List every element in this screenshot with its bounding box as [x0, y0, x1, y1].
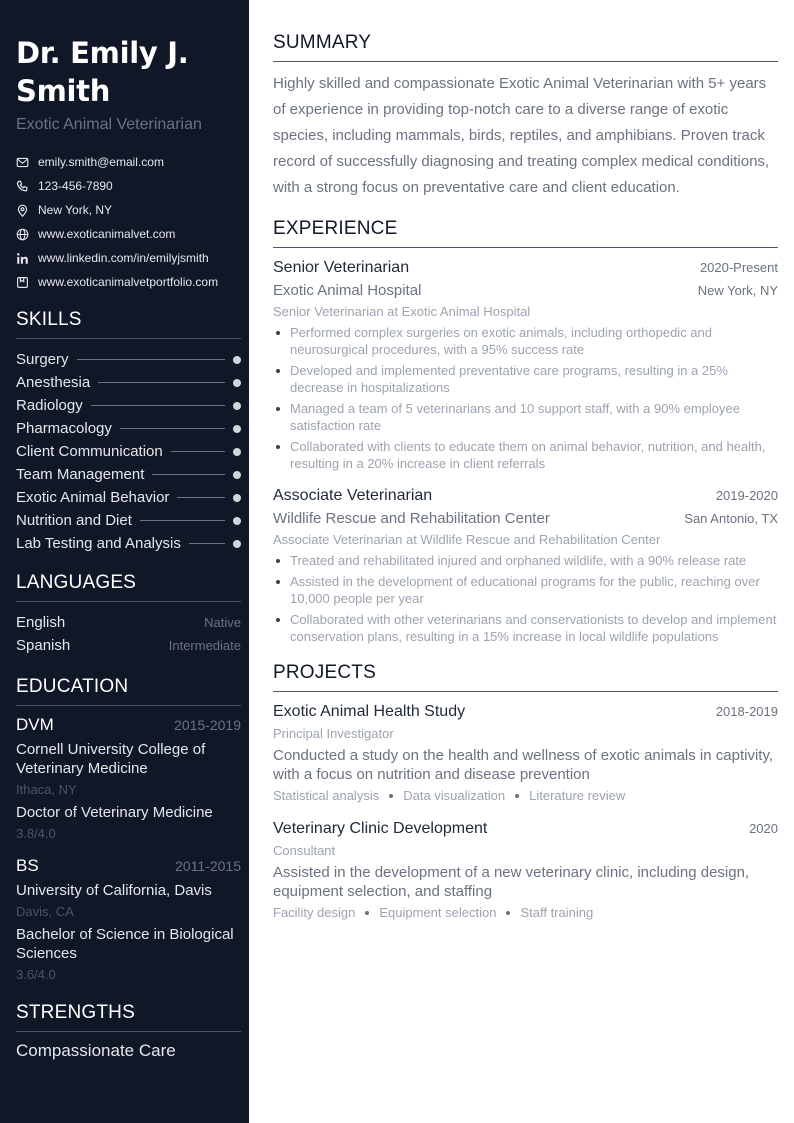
job-company: Wildlife Rescue and Rehabilitation Center	[273, 510, 550, 527]
skill-leader-line	[152, 474, 225, 475]
project-title: Exotic Animal Health Study	[273, 703, 466, 720]
project-tag: Statistical analysis	[273, 788, 380, 803]
job-subtitle: Associate Veterinarian at Wildlife Rescue and Rehabilitation Center	[273, 532, 661, 547]
education-item	[16, 856, 241, 983]
skill-leader-line	[140, 520, 225, 521]
languages-list	[16, 611, 241, 657]
job-bullet-list	[273, 324, 778, 472]
tag-separator-dot	[506, 911, 510, 915]
job-location: San Antonio, TX	[684, 511, 778, 526]
languages-heading: LANGUAGES	[16, 572, 241, 602]
project-role: Principal Investigator	[273, 726, 394, 741]
job-company: Exotic Animal Hospital	[273, 282, 422, 299]
contact-portfolio-text: www.exoticanimalvetportfolio.com	[38, 275, 219, 289]
skill-item	[16, 348, 241, 371]
job-location: New York, NY	[697, 283, 778, 298]
education-field: Bachelor of Science in Biological Sciences	[16, 926, 234, 962]
skill-item	[16, 463, 241, 486]
education-location: Ithaca, NY	[16, 782, 77, 797]
skill-leader-line	[91, 405, 225, 406]
skill-dot	[233, 379, 241, 387]
education-gpa: 3.6/4.0	[16, 967, 56, 982]
skill-dot	[233, 356, 241, 364]
skill-label: Client Communication	[16, 443, 163, 460]
skill-item	[16, 509, 241, 532]
language-item	[16, 634, 241, 657]
skill-item	[16, 394, 241, 417]
skill-dot	[233, 517, 241, 525]
project-tags	[273, 904, 778, 921]
education-school: University of California, Davis	[16, 882, 212, 899]
skill-leader-line	[171, 451, 225, 452]
job-dates: 2020-Present	[699, 260, 778, 275]
tag-separator-dot	[389, 794, 393, 798]
skills-list	[16, 348, 241, 555]
skill-dot	[233, 471, 241, 479]
job-bullet: Collaborated with clients to educate them on animal behavior, nutrition, and health, resulting in a 20% increase in client referrals	[273, 438, 778, 472]
skill-leader-line	[98, 382, 225, 383]
skill-item	[16, 417, 241, 440]
job-bullet-list	[273, 552, 778, 645]
project-title: Veterinary Clinic Development	[273, 820, 488, 837]
education-field: Doctor of Veterinary Medicine	[16, 804, 213, 821]
education-heading: EDUCATION	[16, 676, 241, 706]
skill-item	[16, 440, 241, 463]
skill-dot	[233, 425, 241, 433]
project-entry	[273, 701, 778, 804]
skill-label: Lab Testing and Analysis	[16, 535, 181, 552]
projects-heading: PROJECTS	[273, 662, 778, 692]
skill-label: Team Management	[16, 466, 145, 483]
education-years: 2011-2015	[175, 858, 241, 874]
skill-leader-line	[177, 497, 225, 498]
experience-heading: EXPERIENCE	[273, 218, 778, 248]
job-entry	[273, 485, 778, 645]
contact-linkedin[interactable]	[16, 246, 241, 270]
tag-separator-dot	[515, 794, 519, 798]
education-gpa: 3.8/4.0	[16, 826, 56, 841]
language-name: English	[16, 614, 66, 631]
project-entry	[273, 818, 778, 921]
skill-leader-line	[77, 359, 225, 360]
education-school: Cornell University College of Veterinary Medicine	[16, 741, 206, 777]
contact-phone-text: 123-456-7890	[38, 179, 113, 193]
skill-dot	[233, 494, 241, 502]
project-tag: Data visualization	[403, 788, 506, 803]
project-dates: 2018-2019	[715, 704, 778, 719]
location-pin-icon	[16, 204, 29, 217]
job-title: Associate Veterinarian	[273, 487, 433, 504]
contact-email-text: emily.smith@email.com	[38, 155, 164, 169]
project-tags	[273, 787, 778, 804]
skills-heading: SKILLS	[16, 309, 241, 339]
strength-item: Compassionate Care	[16, 1041, 176, 1060]
project-tag: Literature review	[529, 788, 626, 803]
skill-label: Nutrition and Diet	[16, 512, 132, 529]
job-entry	[273, 257, 778, 472]
skill-label: Radiology	[16, 397, 83, 414]
tag-separator-dot	[365, 911, 369, 915]
education-location: Davis, CA	[16, 904, 74, 919]
language-level: Intermediate	[168, 638, 241, 653]
job-subtitle: Senior Veterinarian at Exotic Animal Hospital	[273, 304, 531, 319]
language-level: Native	[204, 615, 241, 630]
contact-linkedin-text: www.linkedin.com/in/emilyjsmith	[38, 251, 209, 265]
contact-list	[16, 150, 241, 294]
linkedin-icon	[16, 252, 29, 265]
project-description: Assisted in the development of a new veterinary clinic, including design, equipment selection, and staffing	[273, 864, 750, 900]
language-name: Spanish	[16, 637, 71, 654]
contact-website[interactable]	[16, 222, 241, 246]
project-tag: Facility design	[273, 905, 356, 920]
project-tag: Equipment selection	[379, 905, 497, 920]
summary-heading: SUMMARY	[273, 32, 778, 62]
contact-phone[interactable]	[16, 174, 241, 198]
skill-label: Pharmacology	[16, 420, 112, 437]
main-content	[273, 32, 778, 921]
contact-website-text: www.exoticanimalvet.com	[38, 227, 176, 241]
job-bullet: Managed a team of 5 veterinarians and 10 support staff, with a 90% employee satisfaction rate	[273, 400, 778, 434]
skill-label: Surgery	[16, 351, 69, 368]
skill-item	[16, 486, 241, 509]
strengths-heading: STRENGTHS	[16, 1002, 241, 1032]
contact-location-text: New York, NY	[38, 203, 113, 217]
contact-location	[16, 198, 241, 222]
job-bullet: Performed complex surgeries on exotic animals, including orthopedic and neurosurgical procedures, with a 95% success rate	[273, 324, 778, 358]
project-role: Consultant	[273, 843, 336, 858]
skill-label: Anesthesia	[16, 374, 91, 391]
job-bullet: Treated and rehabilitated injured and orphaned wildlife, with a 90% release rate	[273, 552, 778, 569]
contact-email[interactable]	[16, 150, 241, 174]
education-degree: DVM	[16, 715, 54, 734]
education-list	[16, 715, 241, 983]
job-dates: 2019-2020	[715, 488, 778, 503]
job-bullet: Assisted in the development of educational programs for the public, reaching over 10,000 people per year	[273, 573, 778, 607]
project-tag: Staff training	[520, 905, 594, 920]
contact-portfolio[interactable]	[16, 270, 241, 294]
skill-label: Exotic Animal Behavior	[16, 489, 170, 506]
job-bullet: Developed and implemented preventative care programs, resulting in a 25% decrease in hospitalizations	[273, 362, 778, 396]
summary-text: Highly skilled and compassionate Exotic Animal Veterinarian with 5+ years of experience in providing top-notch care to a diverse range of exotic species, including mammals, birds, reptiles, and amphibians. Proven track record of successfully diagnosing and treating complex medical conditions, with a strong focus on preventative care and client education.	[273, 75, 770, 196]
skill-item	[16, 371, 241, 394]
skill-dot	[233, 540, 241, 548]
phone-icon	[16, 180, 29, 193]
skill-leader-line	[120, 428, 225, 429]
language-item	[16, 611, 241, 634]
job-title: Senior Veterinarian	[273, 259, 410, 276]
project-description: Conducted a study on the health and wellness of exotic animals in captivity, with a focus on nutrition and disease prevention	[273, 747, 774, 783]
portfolio-icon	[16, 276, 29, 289]
skill-dot	[233, 402, 241, 410]
sidebar	[0, 0, 249, 1123]
education-degree: BS	[16, 856, 39, 875]
project-dates: 2020	[749, 821, 778, 836]
person-name: Dr. Emily J. Smith	[16, 36, 189, 108]
email-icon	[16, 156, 29, 169]
skill-dot	[233, 448, 241, 456]
education-years: 2015-2019	[174, 717, 241, 733]
education-item	[16, 715, 241, 842]
skill-leader-line	[189, 543, 225, 544]
globe-icon	[16, 228, 29, 241]
skill-item	[16, 532, 241, 555]
person-title: Exotic Animal Veterinarian	[16, 116, 202, 133]
job-bullet: Collaborated with other veterinarians and conservationists to develop and implement conservation plans, resulting in a 15% increase in local wildlife populations	[273, 611, 778, 645]
